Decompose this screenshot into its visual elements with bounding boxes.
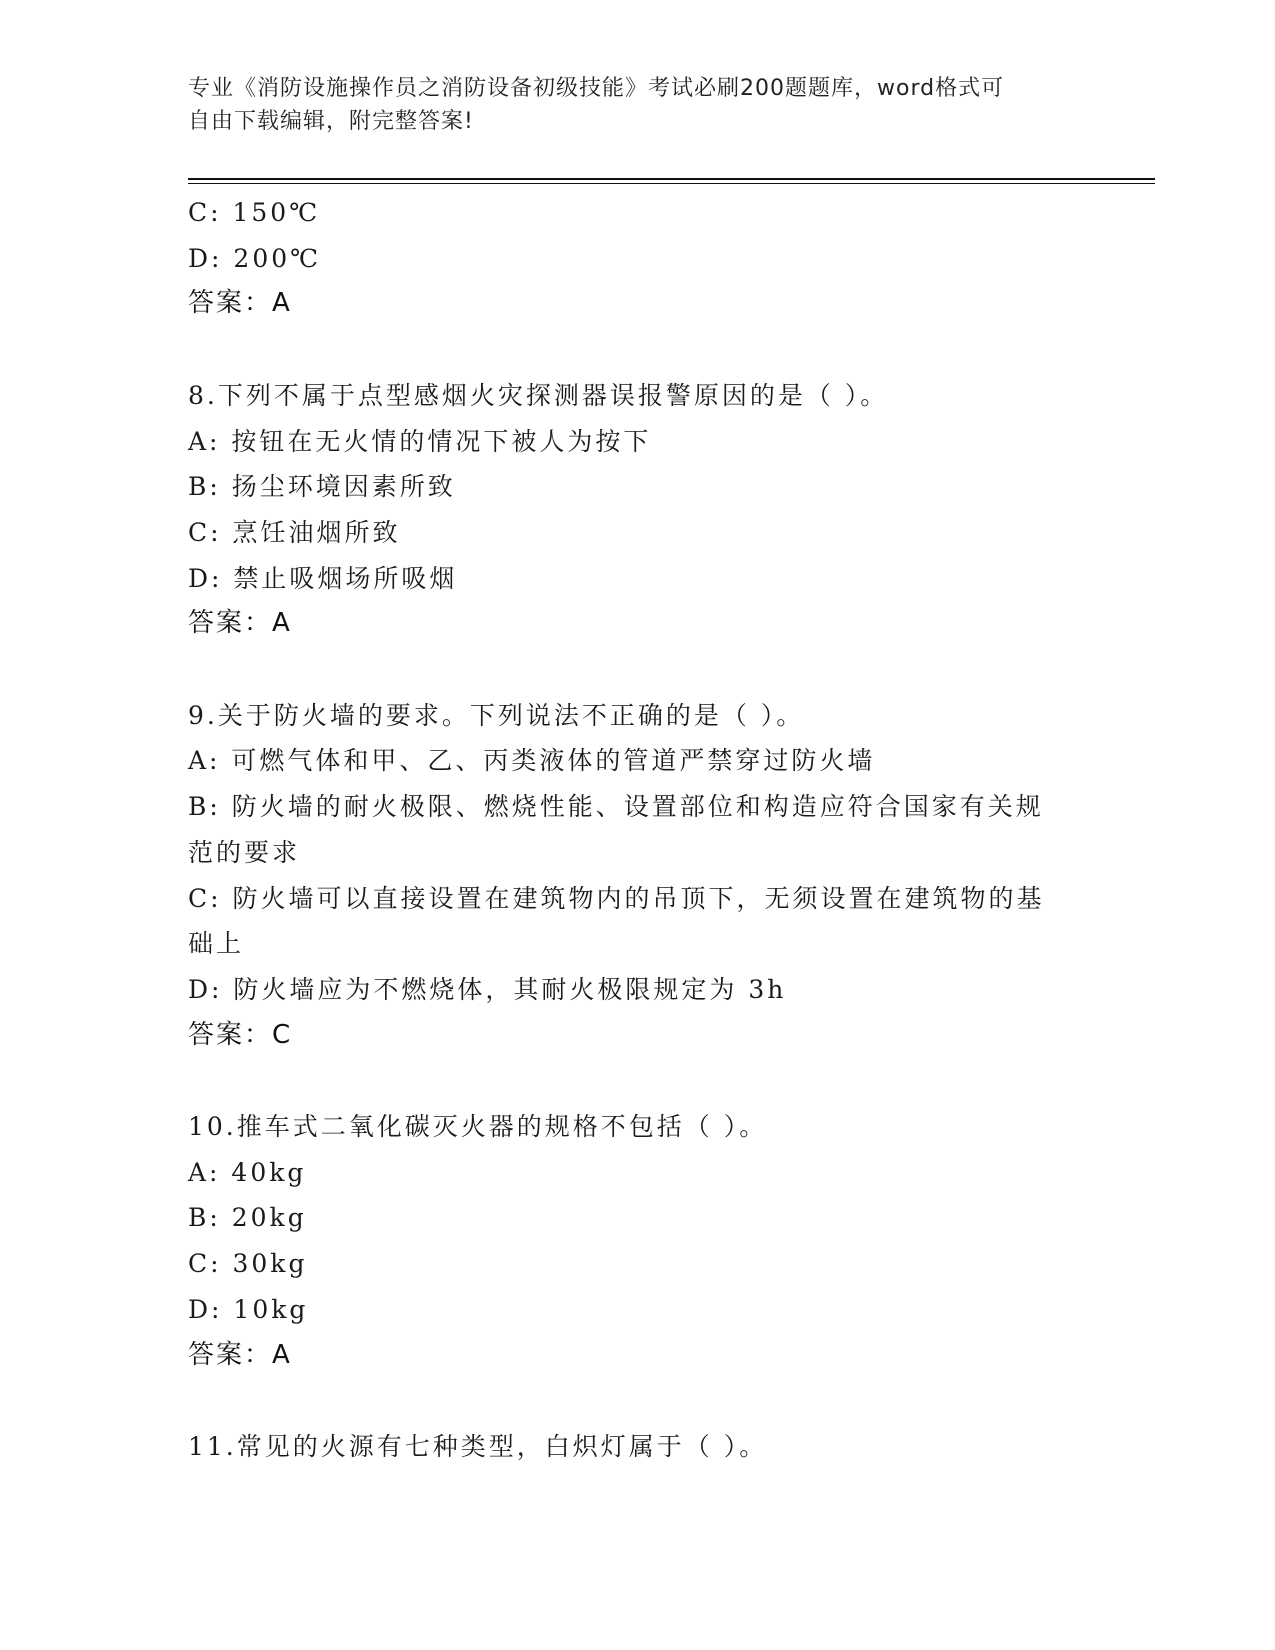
option-d: D: 防火墙应为不燃烧体，其耐火极限规定为 3h — [188, 974, 787, 1004]
question-9 — [188, 693, 1088, 1059]
question-11 — [188, 1424, 1088, 1470]
question-fragment-7 — [188, 190, 1088, 327]
answer-line: 答案：A — [188, 288, 292, 319]
option-b: B: 防火墙的耐火极限、燃烧性能、设置部位和构造应符合国家有关规 — [188, 792, 1044, 822]
option-c: C: 30kg — [188, 1249, 308, 1279]
option-a: A: 40kg — [188, 1157, 307, 1187]
answer-line: 答案：A — [188, 1339, 292, 1370]
question-stem: 8.下列不属于点型感烟火灾探测器误报警原因的是（ ）。 — [188, 380, 889, 410]
page-header — [188, 72, 1068, 138]
option-d: D: 200℃ — [188, 243, 322, 273]
question-stem: 10.推车式二氧化碳灭火器的规格不包括（ ）。 — [188, 1112, 768, 1142]
option-b: B: 20kg — [188, 1203, 307, 1233]
question-10 — [188, 1104, 1088, 1378]
question-stem: 11.常见的火源有七种类型，白炽灯属于（ ）。 — [188, 1431, 768, 1461]
option-c: C: 150℃ — [188, 198, 321, 227]
option-d: D: 10kg — [188, 1294, 309, 1324]
answer-line: 答案：A — [188, 608, 292, 639]
option-c-continued: 础上 — [188, 929, 245, 959]
option-b: B: 扬尘环境因素所致 — [188, 472, 456, 502]
question-stem: 9.关于防火墙的要求。下列说法不正确的是（ ）。 — [188, 700, 805, 730]
header-title-line-1: 专业《消防设施操作员之消防设备初级技能》考试必刷200题题库，word格式可 — [188, 76, 1005, 101]
option-a: A: 可燃气体和甲、乙、丙类液体的管道严禁穿过防火墙 — [188, 746, 876, 776]
header-title-line-2: 自由下载编辑，附完整答案! — [188, 109, 474, 134]
header-divider-thick — [188, 178, 1155, 180]
option-d: D: 禁止吸烟场所吸烟 — [188, 563, 458, 593]
option-c: C: 防火墙可以直接设置在建筑物内的吊顶下，无须设置在建筑物的基 — [188, 883, 1045, 913]
header-divider-thin — [188, 183, 1155, 184]
answer-line: 答案：C — [188, 1019, 293, 1050]
option-b-continued: 范的要求 — [188, 837, 301, 867]
option-c: C: 烹饪油烟所致 — [188, 517, 401, 547]
question-8 — [188, 373, 1088, 647]
option-a: A: 按钮在无火情的情况下被人为按下 — [188, 426, 652, 456]
question-list — [188, 190, 1088, 1470]
